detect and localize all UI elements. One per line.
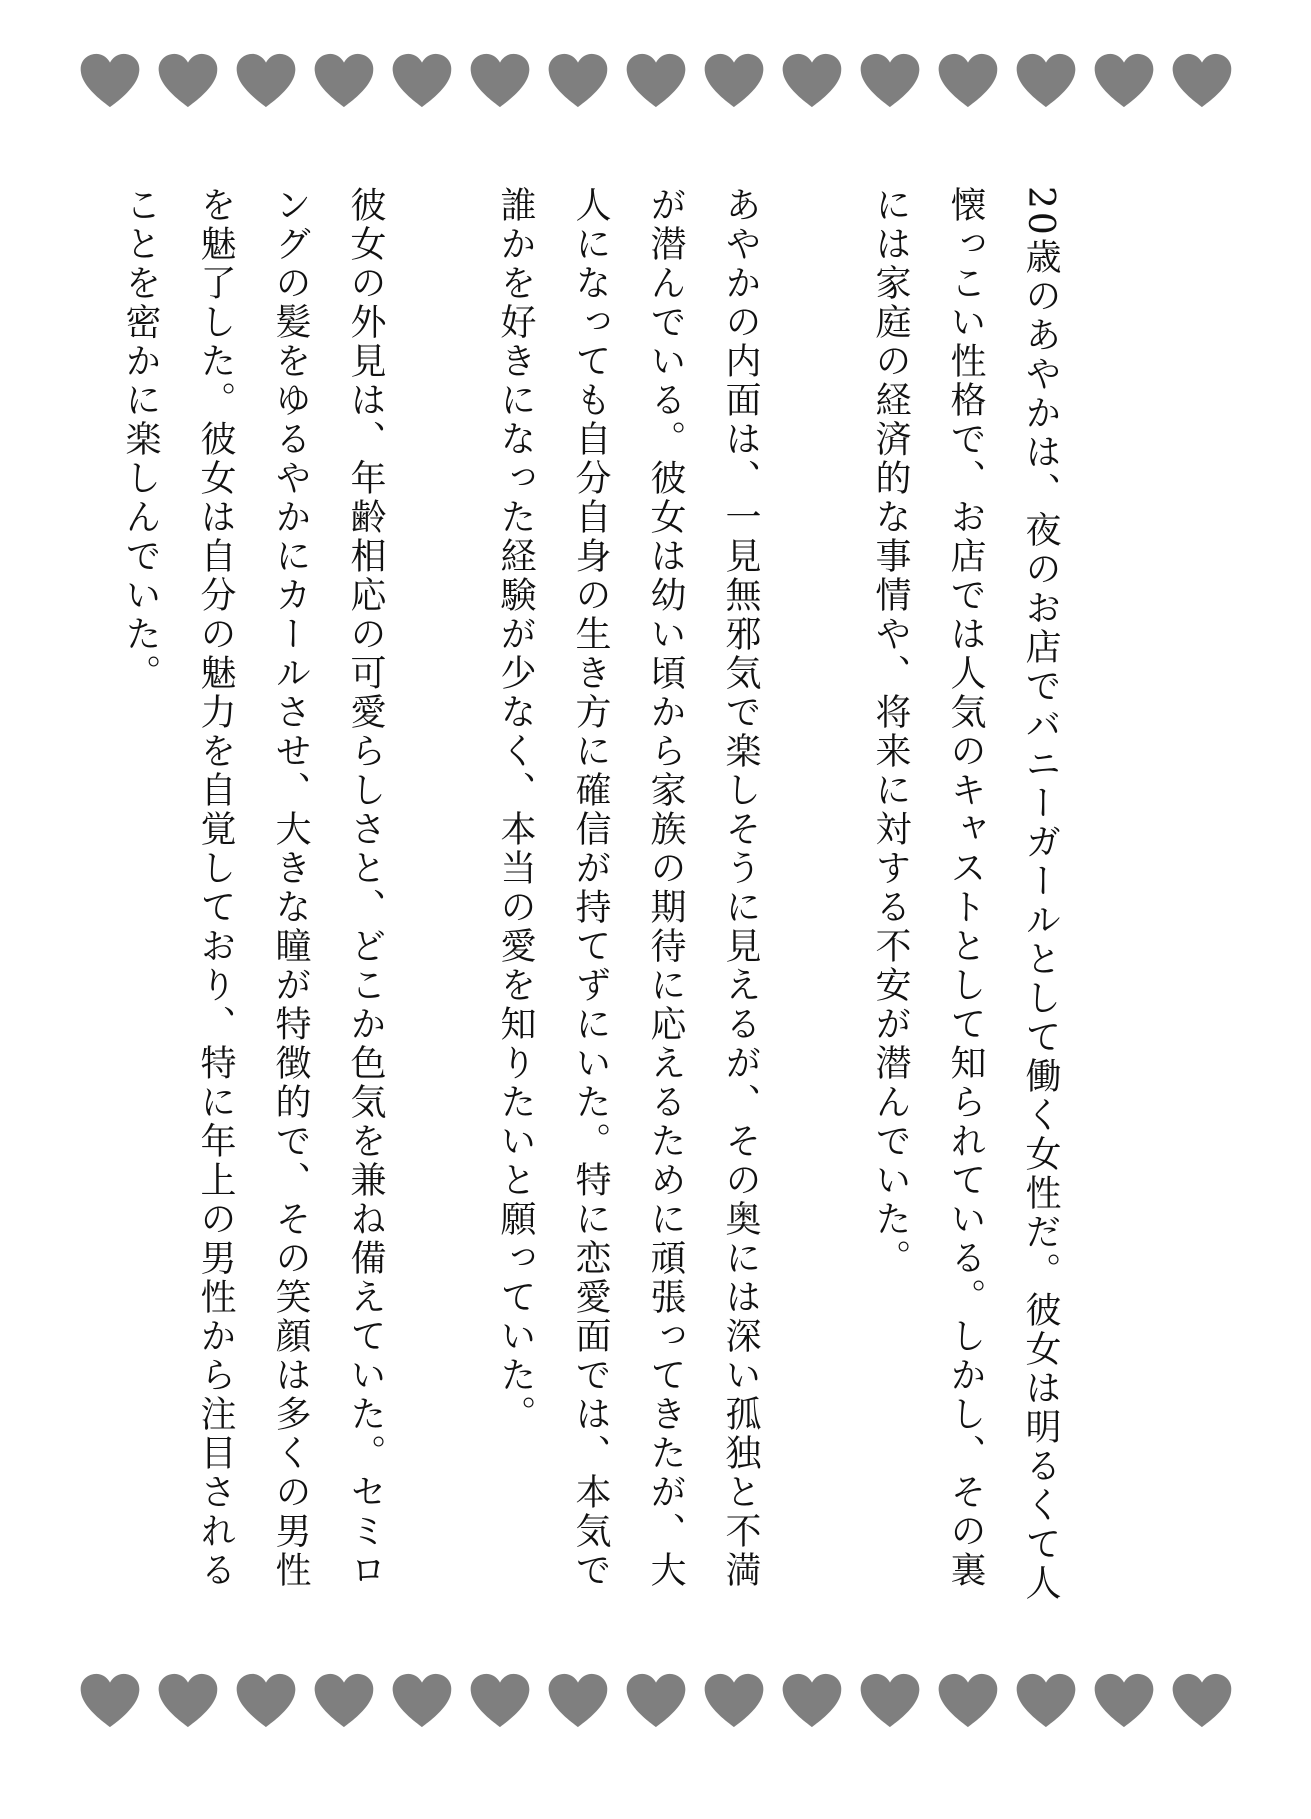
- heart-icon: [1093, 1672, 1155, 1730]
- top-heart-border: [0, 52, 1311, 110]
- heart-icon: [859, 1672, 921, 1730]
- heart-icon: [469, 52, 531, 110]
- heart-icon: [625, 1672, 687, 1730]
- heart-icon: [703, 1672, 765, 1730]
- heart-icon: [157, 52, 219, 110]
- heart-icon: [79, 52, 141, 110]
- heart-icon: [391, 1672, 453, 1730]
- heart-icon: [937, 1672, 999, 1730]
- heart-icon: [235, 52, 297, 110]
- heart-icon: [157, 1672, 219, 1730]
- heart-icon: [937, 52, 999, 110]
- heart-icon: [859, 52, 921, 110]
- heart-icon: [79, 1672, 141, 1730]
- paragraph-3: 彼女の外見は、年齢相応の可愛らしさと、どこか色気を兼ね備えていた。セミロングの髪をゆるやかにカールさせ、大きな瞳が特徴的で、その笑顔は多くの男性を魅了した。彼女は自分の魅力を自覚しており、特に年上の男性から注目されることを密かに楽しんでいた。: [120, 186, 386, 1590]
- heart-icon: [547, 52, 609, 110]
- heart-icon: [1093, 52, 1155, 110]
- bottom-heart-border: [0, 1672, 1311, 1730]
- heart-icon: [1171, 1672, 1233, 1730]
- heart-icon: [703, 52, 765, 110]
- heart-icon: [625, 52, 687, 110]
- heart-icon: [781, 1672, 843, 1730]
- heart-icon: [1015, 1672, 1077, 1730]
- paragraph-1: 20歳のあやかは、夜のお店でバニーガールとして働く女性だ。彼女は明るくて人懐っこい性格で、お店では人気のキャストとして知られている。しかし、その裏には家庭の経済的な事情や、将来に対する不安が潜んでいた。: [870, 186, 1061, 1603]
- heart-icon: [781, 52, 843, 110]
- heart-icon: [313, 1672, 375, 1730]
- heart-icon: [235, 1672, 297, 1730]
- heart-icon: [1015, 52, 1077, 110]
- heart-icon: [391, 52, 453, 110]
- vertical-text-body: [120, 186, 1078, 1626]
- heart-icon: [469, 1672, 531, 1730]
- paragraph-2: あやかの内面は、一見無邪気で楽しそうに見えるが、その奥には深い孤独と不満が潜んでいる。彼女は幼い頃から家族の期待に応えるために頑張ってきたが、大人になっても自分自身の生き方に確信が持てずにいた。特に恋愛面では、本気で誰かを好きになった経験が少なく、本当の愛を知りたいと願っていた。: [495, 186, 761, 1590]
- heart-icon: [547, 1672, 609, 1730]
- heart-icon: [313, 52, 375, 110]
- heart-icon: [1171, 52, 1233, 110]
